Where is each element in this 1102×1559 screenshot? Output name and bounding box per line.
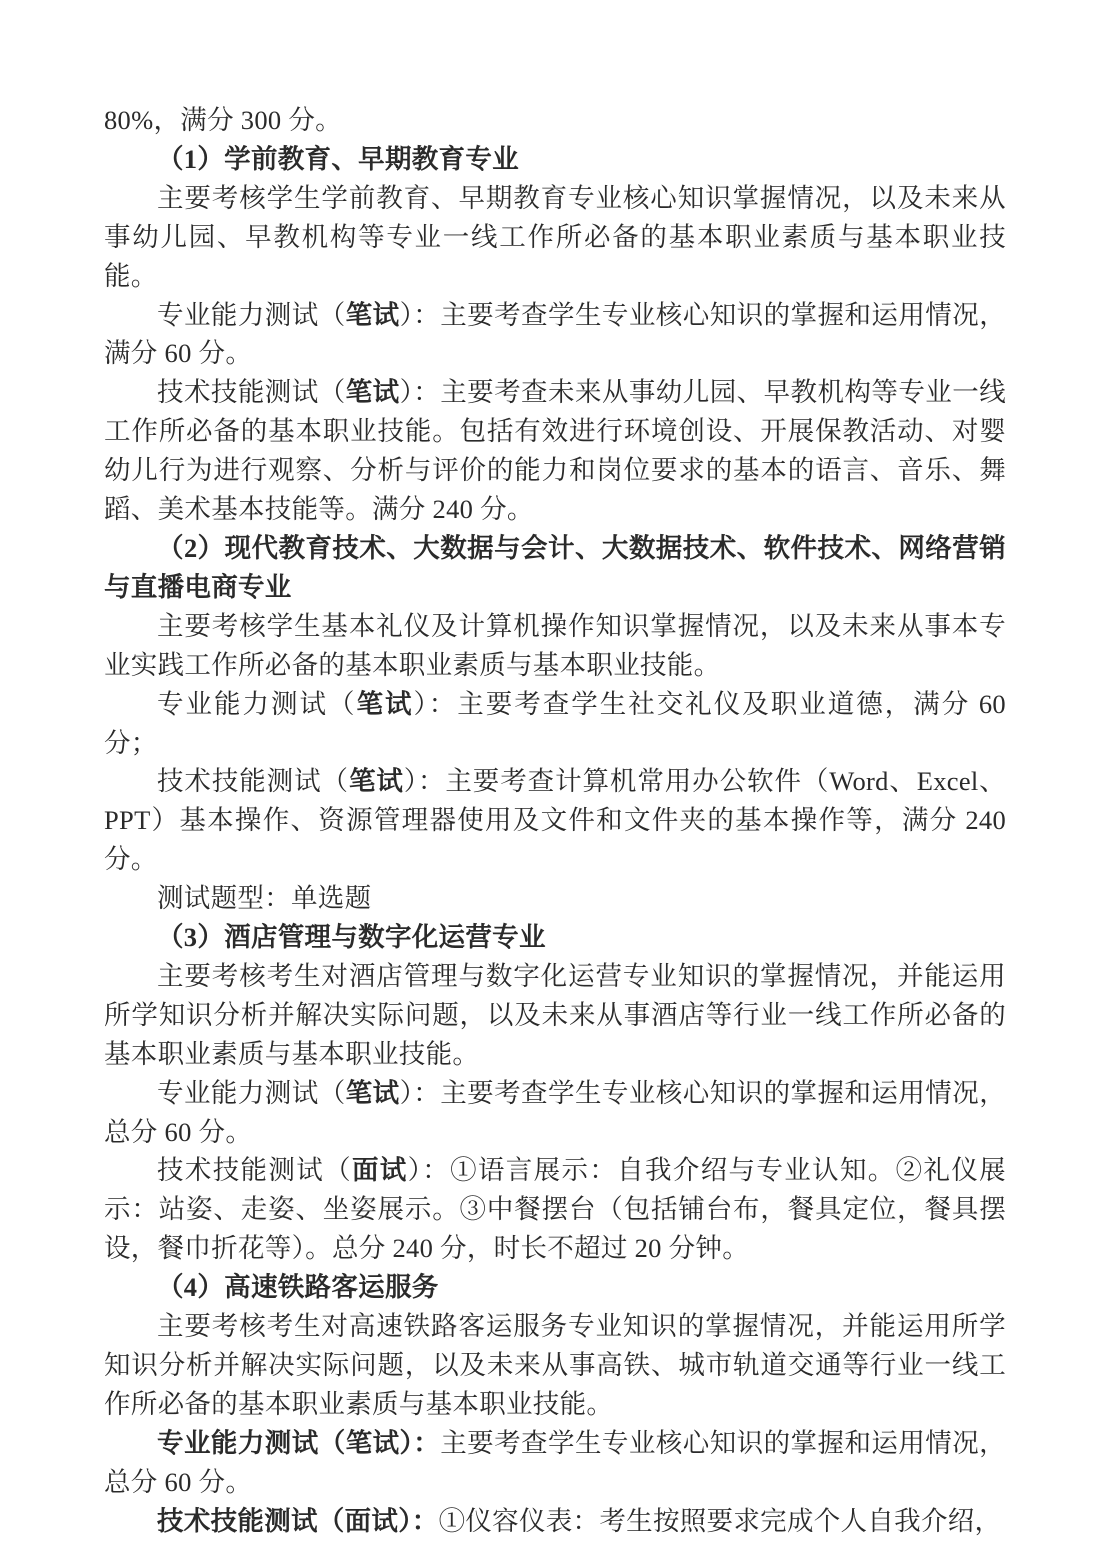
bold-text-run: （2）现代教育技术、大数据与会计、大数据技术、软件技术、网络营销与直播电商专业	[104, 532, 1006, 602]
section-heading	[104, 1268, 1006, 1307]
text-run: 专业能力测试（	[157, 299, 346, 330]
text-run: 主要考核考生对高速铁路客运服务专业知识的掌握情况，并能运用所学知识分析并解决实际问题，以及未来从事高铁、城市轨道交通等行业一线工作所必备的基本职业素质与基本职业技能。	[104, 1311, 1006, 1419]
paragraph	[104, 879, 1006, 918]
text-run: 主要考核学生学前教育、早期教育专业核心知识掌握情况，以及未来从事幼儿园、早教机构等专业一线工作所必备的基本职业素质与基本职业技能。	[104, 182, 1006, 291]
paragraph	[104, 762, 1006, 879]
paragraph	[104, 373, 1006, 529]
bold-text-run: 笔试	[345, 377, 400, 408]
bold-text-run: 笔试	[348, 766, 404, 797]
bold-text-run: （4）高速铁路客运服务	[157, 1272, 439, 1303]
text-run: ）：主要考查计算机常用办公软件（Word、Excel、PPT）基本操作、资源管理器使用及文件和文件夹的基本操作等，满分 240 分。	[104, 766, 1006, 875]
bold-text-run: 笔试	[356, 688, 414, 719]
text-run: ①仪容仪表：考生按照要求完成个人自我介绍，	[438, 1505, 1002, 1536]
bold-text-run: 笔试	[345, 1077, 400, 1108]
paragraph	[104, 101, 1006, 140]
text-run: 技术技能测试（	[157, 377, 346, 408]
text-run: 80%，满分 300 分。	[104, 105, 342, 135]
paragraph	[104, 1307, 1006, 1424]
text-run: 技术技能测试（	[157, 1155, 352, 1186]
text-run: 主要考查学生专业核心知识的掌握和运用情况，总分 60 分。	[104, 1427, 1006, 1497]
paragraph	[104, 1074, 1006, 1152]
paragraph	[104, 1424, 1006, 1502]
bold-text-run: （3）酒店管理与数字化运营专业	[157, 922, 546, 953]
text-run: ）：主要考查学生社交礼仪及职业道德，满分 60 分；	[104, 688, 1006, 758]
section-heading	[104, 140, 1006, 179]
document-content	[104, 101, 1006, 1541]
text-run: ）：主要考查未来从事幼儿园、早教机构等专业一线工作所必备的基本职业技能。包括有效进行环境创设、开展保教活动、对婴幼儿行为进行观察、分析与评价的能力和岗位要求的基本的语言、音乐、舞蹈、美术基本技能等。满分 240 分。	[104, 377, 1006, 525]
text-run: 主要考核考生对酒店管理与数字化运营专业知识的掌握情况，并能运用所学知识分析并解决实际问题，以及未来从事酒店等行业一线工作所必备的基本职业素质与基本职业技能。	[104, 960, 1006, 1069]
text-run: 技术技能测试（	[157, 766, 349, 797]
paragraph	[104, 957, 1006, 1074]
text-run: 主要考核学生基本礼仪及计算机操作知识掌握情况，以及未来从事本专业实践工作所必备的基本职业素质与基本职业技能。	[104, 610, 1006, 680]
bold-text-run: （1）学前教育、早期教育专业	[157, 143, 519, 174]
paragraph	[104, 1151, 1006, 1268]
paragraph	[104, 296, 1006, 374]
paragraph	[104, 1502, 1006, 1541]
paragraph	[104, 179, 1006, 296]
section-heading	[104, 529, 1006, 607]
text-run: 测试题型：单选题	[157, 883, 372, 914]
paragraph	[104, 607, 1006, 685]
text-run: ）：①语言展示：自我介绍与专业认知。②礼仪展示：站姿、走姿、坐姿展示。③中餐摆台（包括铺台布，餐具定位，餐具摆设，餐巾折花等）。总分 240 分，时长不超过 20 分钟。	[104, 1155, 1006, 1264]
bold-text-run: 笔试	[345, 299, 400, 330]
text-run: ）：主要考查学生专业核心知识的掌握和运用情况，满分 60 分。	[104, 299, 1006, 369]
bold-text-run: 专业能力测试（笔试）：	[157, 1427, 441, 1458]
bold-text-run: 技术技能测试（面试）：	[157, 1505, 439, 1536]
bold-text-run: 面试	[351, 1155, 408, 1186]
text-run: 专业能力测试（	[157, 1077, 346, 1108]
section-heading	[104, 918, 1006, 957]
text-run: 专业能力测试（	[157, 688, 357, 719]
paragraph	[104, 685, 1006, 763]
text-run: ）：主要考查学生专业核心知识的掌握和运用情况，总分 60 分。	[104, 1077, 1006, 1147]
